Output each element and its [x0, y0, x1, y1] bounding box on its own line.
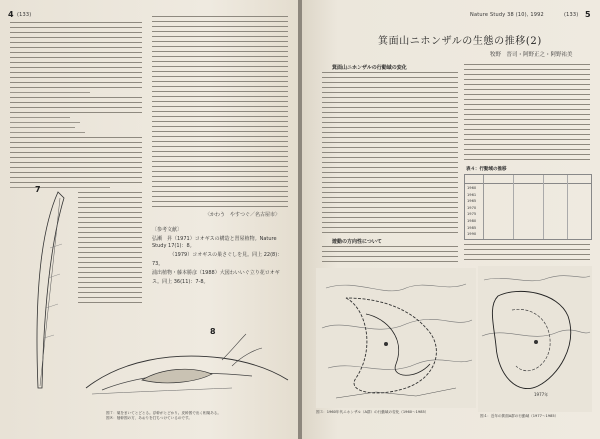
- reference-item: 浦出植物・藤本勝彦（1988）大図わいいぐ立り花ロオギ: [152, 270, 280, 276]
- table-row-year: 1960: [467, 186, 477, 190]
- table-row-year: 1970: [467, 205, 477, 210]
- figure-captions: [106, 411, 296, 421]
- figure-7-caption: 図７：葉をまいてとどとる。浮幹がとどかり。皮幹図で出く相葉ある。: [106, 411, 221, 415]
- right-page-ref: (133): [564, 12, 579, 18]
- table-row-year: 1985: [467, 225, 477, 230]
- references-heading: 〔参考文献〕: [152, 227, 183, 233]
- nest-illustration: [82, 330, 292, 410]
- reference-item: ス。同上 36(11)：7-8。: [152, 279, 209, 285]
- right-page: [302, 0, 600, 439]
- right-running-header: Nature Study 38 (10), 1992: [470, 12, 544, 18]
- figure-8-caption: 図８：削幹図の方、あおりを打ちつけているのです。: [106, 416, 192, 420]
- map-left: [316, 268, 476, 408]
- author-signature: 〈かわう やすつぐ／名古屋市〉: [205, 212, 281, 218]
- table-caption: 表４：行動域の推移: [466, 167, 507, 172]
- references-block: [152, 226, 292, 285]
- left-running-header: (133): [17, 12, 32, 18]
- table-row-year: 1990: [467, 232, 477, 237]
- figure-8-label: 8: [210, 327, 216, 336]
- table-row-year: 1980: [467, 218, 477, 223]
- map-right-caption: 図４：近年の箕面A群の行動域（1977～1985）: [480, 414, 559, 418]
- leaf-illustration: [20, 188, 80, 398]
- table-row-year: 1965: [467, 199, 477, 204]
- table-row-year: 1961: [467, 192, 477, 197]
- section-heading-direction: 遊動の方向性について: [332, 239, 382, 245]
- map-year-label: 1977年: [534, 392, 549, 397]
- map-left-caption: 図３：1960年代ニホンザル（A群）の行動域の変化（1960～1985）: [316, 410, 429, 414]
- left-page-number: 4: [8, 10, 14, 19]
- left-page: [0, 0, 298, 439]
- right-page-number: 5: [585, 10, 591, 19]
- article-title: 箕面山ニホンザルの生態の推移(2): [378, 36, 542, 47]
- reference-item: 73。: [152, 261, 164, 267]
- reference-item: 弘瀬 昇（1971）コオギスの構造と習屋植物。Nature Study 17(1)：8。: [152, 236, 277, 249]
- table-row-year: 1975: [467, 212, 477, 217]
- section-heading-range: 箕面山ニホンザルの行動域の変化: [332, 65, 407, 71]
- map-right: [478, 266, 592, 412]
- figure-7-label: 7: [35, 185, 41, 194]
- reference-item: （1979）コオギスの巣さぐしを見。同上 22(8)：: [152, 252, 283, 258]
- article-authors: 牧野 晋司・阿野正之・阿野祐美: [490, 52, 573, 58]
- range-table: [464, 174, 592, 240]
